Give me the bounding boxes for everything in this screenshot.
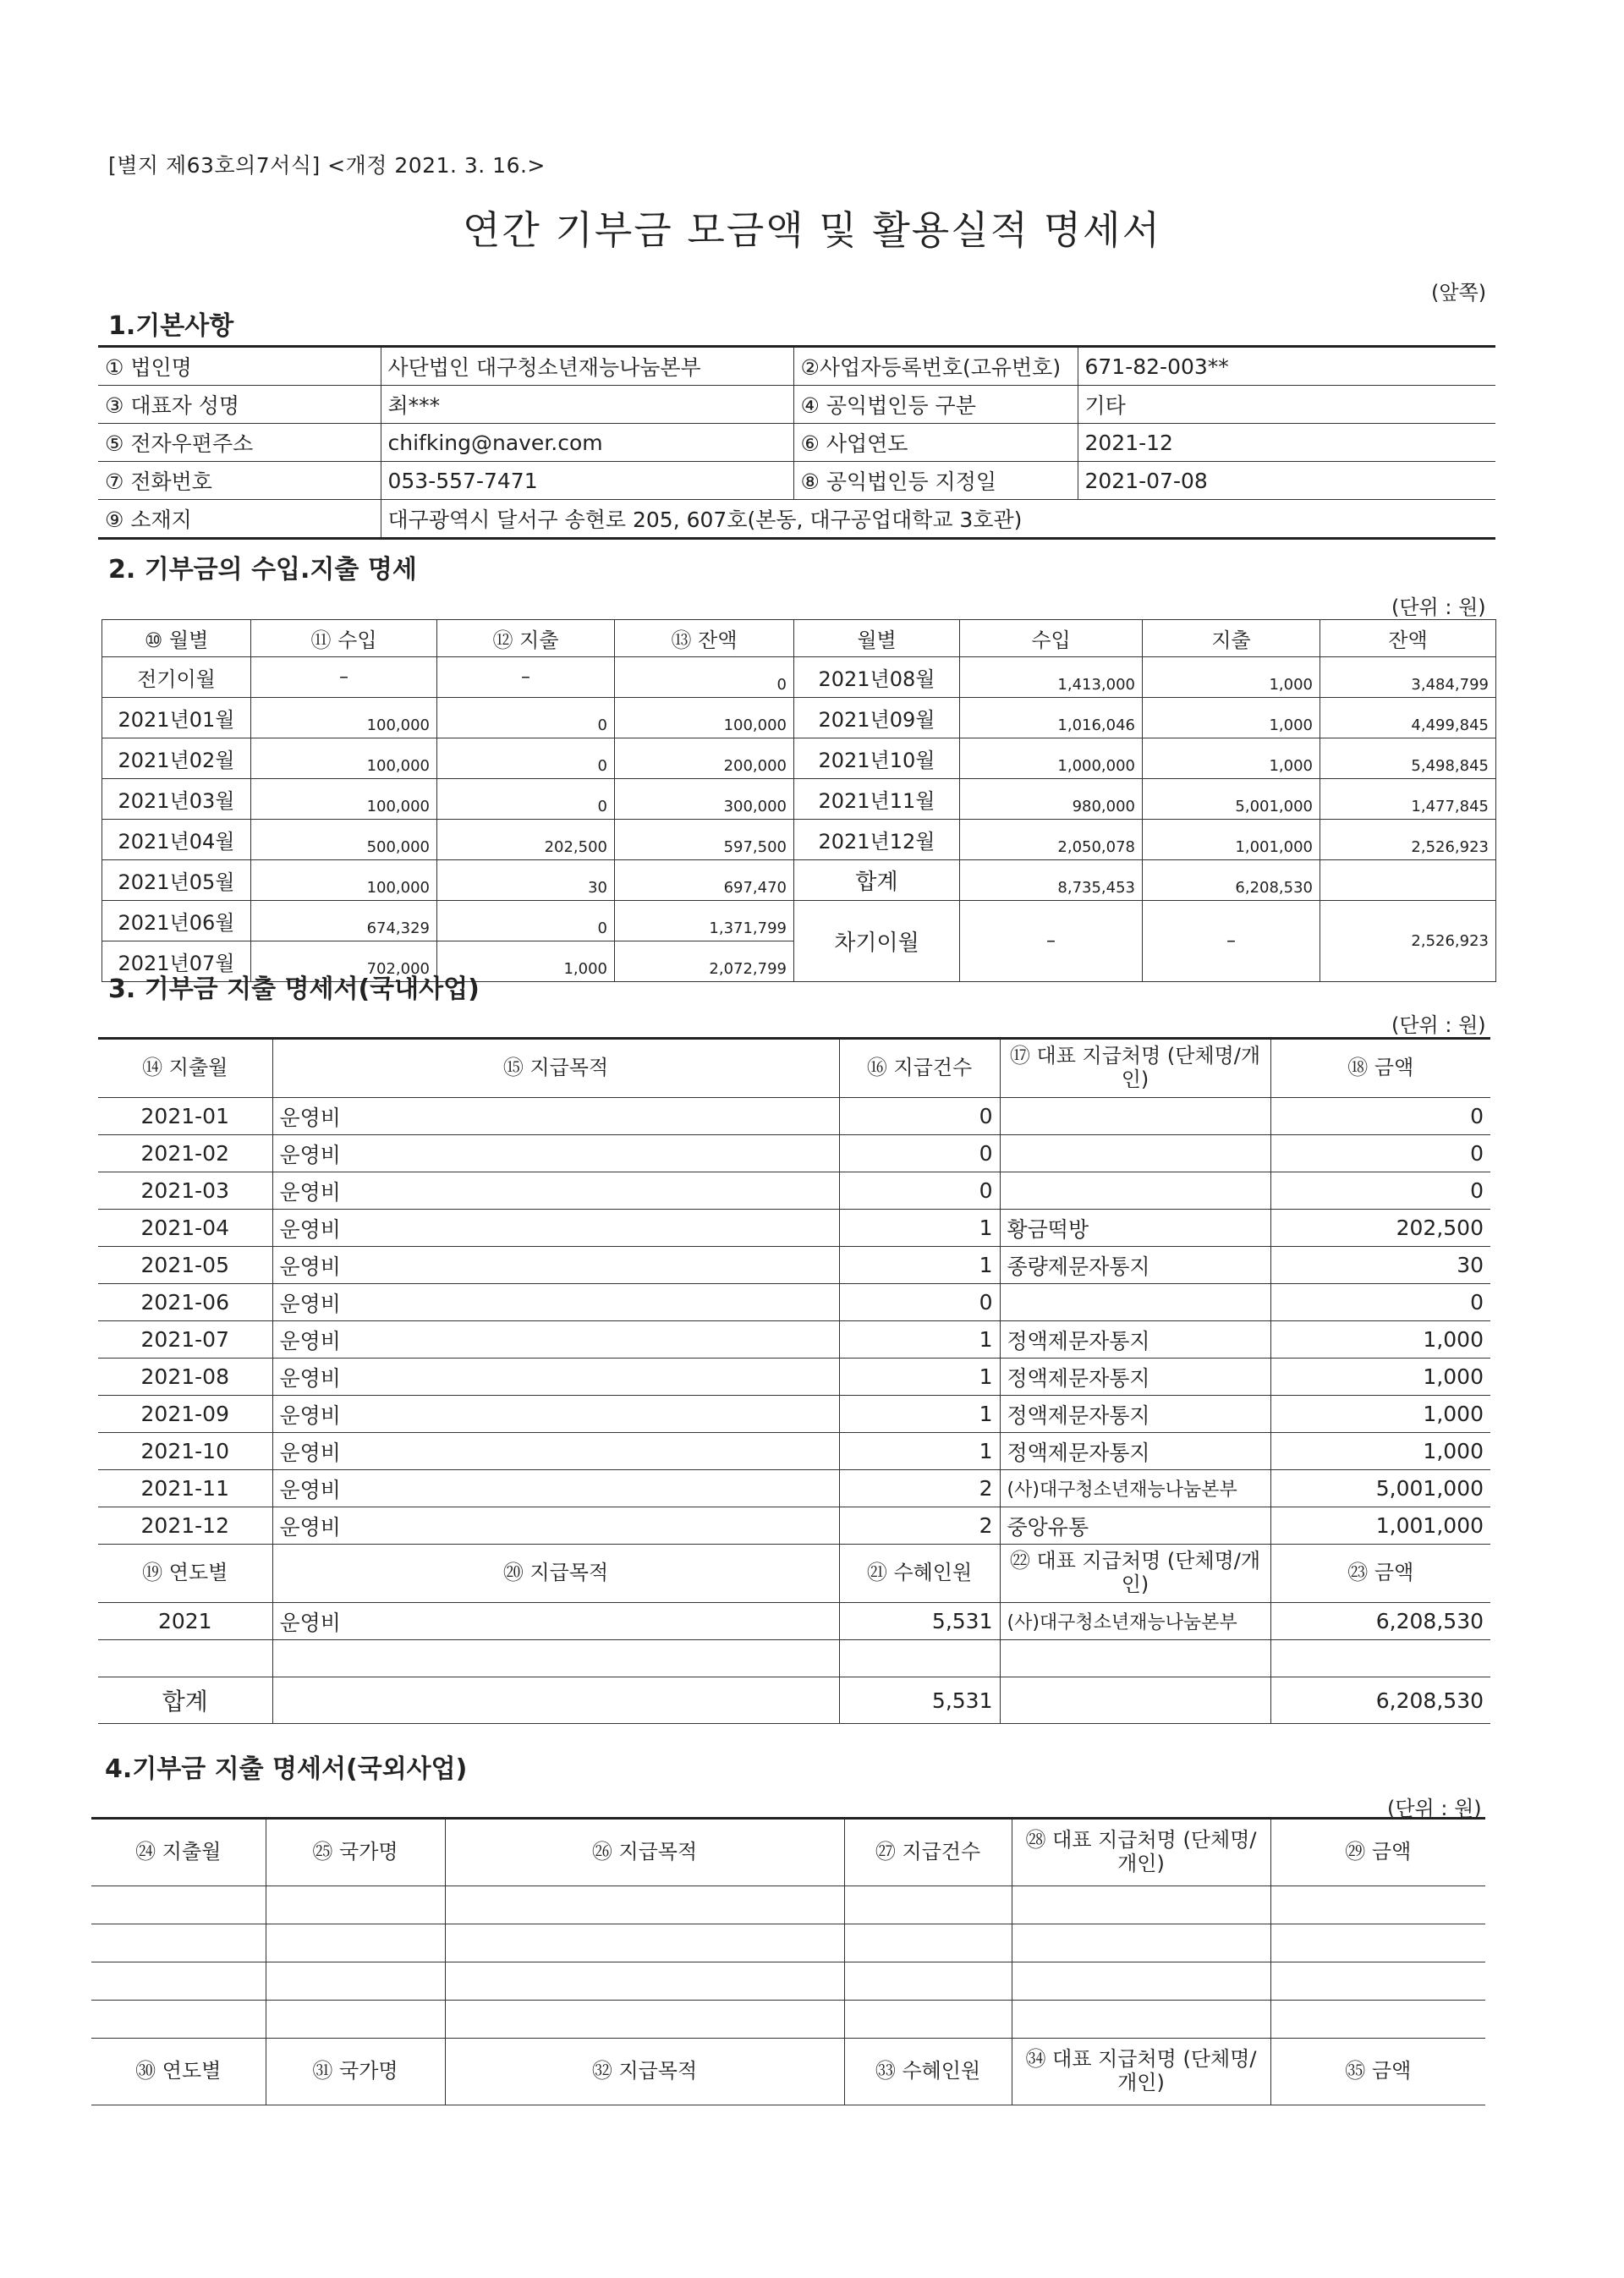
month-cell: 2021-04 bbox=[98, 1210, 272, 1247]
column-header: 잔액 bbox=[1320, 620, 1496, 657]
payee-cell bbox=[1000, 1284, 1270, 1321]
amount-cell: 697,470 bbox=[615, 860, 794, 901]
count-cell: 0 bbox=[839, 1135, 1000, 1172]
purpose-cell: 운영비 bbox=[272, 1284, 839, 1321]
payee-cell: 정액제문자통지 bbox=[1000, 1396, 1270, 1433]
payee-cell: (사)대구청소년재능나눔본부 bbox=[1000, 1470, 1270, 1507]
column-header: ㉚ 연도별 bbox=[91, 2039, 266, 2105]
purpose-cell: 운영비 bbox=[272, 1507, 839, 1545]
column-header: ㉓ 금액 bbox=[1270, 1545, 1490, 1603]
info-value: 기타 bbox=[1078, 386, 1495, 424]
month-cell: 2021-01 bbox=[98, 1098, 272, 1135]
column-header: ㉔ 지출월 bbox=[91, 1819, 266, 1886]
table-row bbox=[102, 860, 1496, 901]
payee-cell: 정액제문자통지 bbox=[1000, 1321, 1270, 1359]
month-cell: 2021-02 bbox=[98, 1135, 272, 1172]
info-label: ⑨ 소재지 bbox=[98, 500, 381, 539]
beneficiary-count-cell: 5,531 bbox=[839, 1603, 1000, 1640]
amount-cell: 5,001,000 bbox=[1270, 1470, 1490, 1507]
section-2-heading: 2. 기부금의 수입.지출 명세 bbox=[108, 555, 417, 585]
amount-cell: 100,000 bbox=[251, 738, 437, 779]
amount-cell: 8,735,453 bbox=[960, 860, 1143, 901]
table-row bbox=[98, 1172, 1490, 1210]
month-cell: 2021년09월 bbox=[794, 698, 960, 738]
month-cell: 2021-10 bbox=[98, 1433, 272, 1470]
month-cell: 2021-12 bbox=[98, 1507, 272, 1545]
amount-cell: 0 bbox=[1270, 1135, 1490, 1172]
info-label: ⑤ 전자우편주소 bbox=[98, 424, 381, 462]
count-cell: 0 bbox=[839, 1284, 1000, 1321]
amount-cell: 100,000 bbox=[251, 860, 437, 901]
table-row bbox=[98, 1321, 1490, 1359]
amount-cell: 4,499,845 bbox=[1320, 698, 1496, 738]
month-cell: 2021년07월 bbox=[102, 941, 251, 982]
carry-forward-label: 차기이월 bbox=[794, 901, 960, 982]
amount-cell: 1,000 bbox=[1143, 738, 1320, 779]
unit-label: (단위 : 원) bbox=[1391, 1013, 1486, 1037]
total-label: 합계 bbox=[98, 1677, 272, 1724]
count-cell: 1 bbox=[839, 1247, 1000, 1284]
count-cell: 1 bbox=[839, 1359, 1000, 1396]
count-cell: 1 bbox=[839, 1396, 1000, 1433]
info-value: 053-557-7471 bbox=[381, 462, 793, 500]
month-cell: 2021년06월 bbox=[102, 901, 251, 941]
info-value: 최*** bbox=[381, 386, 793, 424]
info-label: ②사업자등록번호(고유번호) bbox=[793, 347, 1078, 386]
table-row bbox=[102, 698, 1496, 738]
amount-cell: 202,500 bbox=[1270, 1210, 1490, 1247]
amount-cell: 300,000 bbox=[615, 779, 794, 820]
month-cell: 2021년10월 bbox=[794, 738, 960, 779]
month-cell: 2021년12월 bbox=[794, 820, 960, 860]
year-cell: 2021 bbox=[98, 1603, 272, 1640]
payee-cell bbox=[1000, 1135, 1270, 1172]
table-row bbox=[91, 1924, 1485, 1962]
unit-label: (단위 : 원) bbox=[1391, 596, 1486, 619]
table-row bbox=[102, 657, 1496, 698]
amount-cell: 30 bbox=[1270, 1247, 1490, 1284]
column-header: ㉜ 지급목적 bbox=[445, 2039, 844, 2105]
column-header: 지출 bbox=[1143, 620, 1320, 657]
payee-cell: (사)대구청소년재능나눔본부 bbox=[1000, 1603, 1270, 1640]
amount-cell: 0 bbox=[615, 657, 794, 698]
table-row bbox=[98, 1247, 1490, 1284]
column-header: 수입 bbox=[960, 620, 1143, 657]
column-header: ㉒ 대표 지급처명 (단체명/개인) bbox=[1000, 1545, 1270, 1603]
column-header: ㉑ 수혜인원 bbox=[839, 1545, 1000, 1603]
purpose-cell: 운영비 bbox=[272, 1470, 839, 1507]
amount-cell: 980,000 bbox=[960, 779, 1143, 820]
amount-cell: 1,477,845 bbox=[1320, 779, 1496, 820]
info-label: ④ 공익법인등 구분 bbox=[793, 386, 1078, 424]
count-cell: 1 bbox=[839, 1433, 1000, 1470]
payee-cell: 정액제문자통지 bbox=[1000, 1359, 1270, 1396]
column-header: ㉖ 지급목적 bbox=[445, 1819, 844, 1886]
column-header: ⑫ 지출 bbox=[437, 620, 615, 657]
table-row bbox=[98, 1359, 1490, 1396]
form-number: [별지 제63호의7서식] <개정 2021. 3. 16.> bbox=[108, 153, 546, 178]
month-cell: 2021년08월 bbox=[794, 657, 960, 698]
amount-cell: 674,329 bbox=[251, 901, 437, 941]
table-row bbox=[98, 1470, 1490, 1507]
month-cell: 2021년04월 bbox=[102, 820, 251, 860]
table-row bbox=[98, 347, 1495, 386]
column-header: ⑳ 지급목적 bbox=[272, 1545, 839, 1603]
amount-cell bbox=[1320, 860, 1496, 901]
section-1-heading: 1.기본사항 bbox=[108, 311, 234, 341]
income-expense-table bbox=[102, 619, 1496, 982]
table-row bbox=[98, 424, 1495, 462]
table-header-row bbox=[98, 1545, 1490, 1603]
amount-cell: 500,000 bbox=[251, 820, 437, 860]
purpose-cell: 운영비 bbox=[272, 1098, 839, 1135]
month-cell: 2021-11 bbox=[98, 1470, 272, 1507]
purpose-cell: 운영비 bbox=[272, 1433, 839, 1470]
table-row bbox=[98, 1433, 1490, 1470]
month-cell: 2021년11월 bbox=[794, 779, 960, 820]
month-cell: 전기이월 bbox=[102, 657, 251, 698]
amount-cell: 1,016,046 bbox=[960, 698, 1143, 738]
amount-cell: – bbox=[251, 657, 437, 698]
amount-cell: 1,000 bbox=[1143, 657, 1320, 698]
column-header: ⑬ 잔액 bbox=[615, 620, 794, 657]
table-row bbox=[91, 2001, 1485, 2039]
amount-cell: 0 bbox=[437, 779, 615, 820]
amount-cell: – bbox=[960, 901, 1143, 982]
column-header: ⑰ 대표 지급처명 (단체명/개인) bbox=[1000, 1039, 1270, 1098]
table-row bbox=[98, 1396, 1490, 1433]
amount-cell: 2,526,923 bbox=[1320, 820, 1496, 860]
amount-cell: – bbox=[437, 657, 615, 698]
purpose-cell: 운영비 bbox=[272, 1603, 839, 1640]
table-row bbox=[102, 779, 1496, 820]
amount-cell: 202,500 bbox=[437, 820, 615, 860]
column-header: ⑯ 지급건수 bbox=[839, 1039, 1000, 1098]
info-value: 2021-07-08 bbox=[1078, 462, 1495, 500]
table-header-row bbox=[91, 1819, 1485, 1886]
column-header: 월별 bbox=[794, 620, 960, 657]
amount-cell: 30 bbox=[437, 860, 615, 901]
info-label: ① 법인명 bbox=[98, 347, 381, 386]
column-header: ㉛ 국가명 bbox=[266, 2039, 445, 2105]
payee-cell bbox=[1000, 1098, 1270, 1135]
month-cell: 2021-03 bbox=[98, 1172, 272, 1210]
total-row bbox=[98, 1677, 1490, 1724]
month-cell: 2021년01월 bbox=[102, 698, 251, 738]
page-title: 연간 기부금 모금액 및 활용실적 명세서 bbox=[462, 207, 1162, 253]
payee-cell: 정액제문자통지 bbox=[1000, 1433, 1270, 1470]
month-cell: 2021년02월 bbox=[102, 738, 251, 779]
table-row bbox=[98, 462, 1495, 500]
purpose-cell: 운영비 bbox=[272, 1396, 839, 1433]
info-label: ⑦ 전화번호 bbox=[98, 462, 381, 500]
amount-cell: 0 bbox=[437, 901, 615, 941]
domestic-expense-table bbox=[98, 1037, 1490, 1724]
payee-cell: 황금떡방 bbox=[1000, 1210, 1270, 1247]
amount-cell: 2,526,923 bbox=[1320, 901, 1496, 982]
table-row bbox=[102, 820, 1496, 860]
count-cell: 2 bbox=[839, 1470, 1000, 1507]
amount-cell: 6,208,530 bbox=[1270, 1603, 1490, 1640]
table-row bbox=[98, 1640, 1490, 1677]
info-value: 671-82-003** bbox=[1078, 347, 1495, 386]
amount-cell: 597,500 bbox=[615, 820, 794, 860]
column-header: ⑩ 월별 bbox=[102, 620, 251, 657]
amount-cell: 200,000 bbox=[615, 738, 794, 779]
amount-cell: 1,000 bbox=[1270, 1359, 1490, 1396]
amount-cell: – bbox=[1143, 901, 1320, 982]
purpose-cell: 운영비 bbox=[272, 1210, 839, 1247]
table-header-row bbox=[102, 620, 1496, 657]
total-count: 5,531 bbox=[839, 1677, 1000, 1724]
count-cell: 1 bbox=[839, 1321, 1000, 1359]
column-header: ⑲ 연도별 bbox=[98, 1545, 272, 1603]
count-cell: 1 bbox=[839, 1210, 1000, 1247]
address-value: 대구광역시 달서구 송현로 205, 607호(본동, 대구공업대학교 3호관) bbox=[381, 500, 1495, 539]
amount-cell: 100,000 bbox=[251, 779, 437, 820]
table-row bbox=[91, 1962, 1485, 2001]
amount-cell: 1,000 bbox=[1270, 1396, 1490, 1433]
amount-cell: 0 bbox=[1270, 1172, 1490, 1210]
table-row bbox=[98, 386, 1495, 424]
section-4-heading: 4.기부금 지출 명세서(국외사업) bbox=[105, 1754, 468, 1784]
amount-cell: 1,001,000 bbox=[1143, 820, 1320, 860]
column-header: ⑱ 금액 bbox=[1270, 1039, 1490, 1098]
purpose-cell: 운영비 bbox=[272, 1321, 839, 1359]
count-cell: 0 bbox=[839, 1098, 1000, 1135]
amount-cell: 5,001,000 bbox=[1143, 779, 1320, 820]
amount-cell: 1,371,799 bbox=[615, 901, 794, 941]
amount-cell: 2,072,799 bbox=[615, 941, 794, 982]
purpose-cell: 운영비 bbox=[272, 1135, 839, 1172]
month-cell: 2021-07 bbox=[98, 1321, 272, 1359]
table-row bbox=[98, 1135, 1490, 1172]
amount-cell: 6,208,530 bbox=[1143, 860, 1320, 901]
page-side-label: (앞쪽) bbox=[1431, 281, 1487, 305]
amount-cell: 1,000 bbox=[1143, 698, 1320, 738]
table-header-row bbox=[91, 2039, 1485, 2105]
info-value: chifking@naver.com bbox=[381, 424, 793, 462]
overseas-expense-table bbox=[91, 1817, 1485, 2105]
amount-cell: 1,000 bbox=[437, 941, 615, 982]
month-cell: 2021년05월 bbox=[102, 860, 251, 901]
month-cell: 2021-09 bbox=[98, 1396, 272, 1433]
amount-cell: 1,413,000 bbox=[960, 657, 1143, 698]
month-cell: 2021-05 bbox=[98, 1247, 272, 1284]
purpose-cell: 운영비 bbox=[272, 1359, 839, 1396]
purpose-cell: 운영비 bbox=[272, 1247, 839, 1284]
amount-cell: 3,484,799 bbox=[1320, 657, 1496, 698]
column-header: ㉗ 지급건수 bbox=[844, 1819, 1012, 1886]
amount-cell: 100,000 bbox=[251, 698, 437, 738]
table-row bbox=[98, 1284, 1490, 1321]
basic-info-table bbox=[98, 345, 1495, 540]
table-row bbox=[102, 738, 1496, 779]
unit-label: (단위 : 원) bbox=[1387, 1797, 1482, 1820]
info-label: ⑥ 사업연도 bbox=[793, 424, 1078, 462]
table-row bbox=[102, 901, 1496, 941]
amount-cell: 0 bbox=[1270, 1284, 1490, 1321]
column-header: ㉝ 수혜인원 bbox=[844, 2039, 1012, 2105]
count-cell: 0 bbox=[839, 1172, 1000, 1210]
amount-cell: 1,000,000 bbox=[960, 738, 1143, 779]
table-row bbox=[98, 1098, 1490, 1135]
amount-cell: 100,000 bbox=[615, 698, 794, 738]
table-row bbox=[98, 500, 1495, 539]
section-3-heading: 3. 기부금 지출 명세서(국내사업) bbox=[108, 974, 480, 1004]
amount-cell: 1,000 bbox=[1270, 1433, 1490, 1470]
column-header: ㉘ 대표 지급처명 (단체명/개인) bbox=[1012, 1819, 1270, 1886]
table-row bbox=[98, 1507, 1490, 1545]
total-amount: 6,208,530 bbox=[1270, 1677, 1490, 1724]
column-header: ⑪ 수입 bbox=[251, 620, 437, 657]
info-label: ③ 대표자 성명 bbox=[98, 386, 381, 424]
amount-cell: 0 bbox=[437, 698, 615, 738]
amount-cell: 0 bbox=[437, 738, 615, 779]
month-cell: 2021-06 bbox=[98, 1284, 272, 1321]
column-header: ㉞ 대표 지급처명 (단체명/개인) bbox=[1012, 2039, 1270, 2105]
info-value: 2021-12 bbox=[1078, 424, 1495, 462]
total-label: 합계 bbox=[794, 860, 960, 901]
amount-cell: 5,498,845 bbox=[1320, 738, 1496, 779]
count-cell: 2 bbox=[839, 1507, 1000, 1545]
amount-cell: 702,000 bbox=[251, 941, 437, 982]
payee-cell bbox=[1000, 1172, 1270, 1210]
amount-cell: 1,000 bbox=[1270, 1321, 1490, 1359]
month-cell: 2021-08 bbox=[98, 1359, 272, 1396]
purpose-cell: 운영비 bbox=[272, 1172, 839, 1210]
column-header: ⑭ 지출월 bbox=[98, 1039, 272, 1098]
table-row bbox=[98, 1210, 1490, 1247]
column-header: ㉟ 금액 bbox=[1270, 2039, 1485, 2105]
table-header-row bbox=[98, 1039, 1490, 1098]
info-value: 사단법인 대구청소년재능나눔본부 bbox=[381, 347, 793, 386]
amount-cell: 1,001,000 bbox=[1270, 1507, 1490, 1545]
table-row bbox=[98, 1603, 1490, 1640]
info-label: ⑧ 공익법인등 지정일 bbox=[793, 462, 1078, 500]
amount-cell: 0 bbox=[1270, 1098, 1490, 1135]
payee-cell: 종량제문자통지 bbox=[1000, 1247, 1270, 1284]
month-cell: 2021년03월 bbox=[102, 779, 251, 820]
column-header: ㉕ 국가명 bbox=[266, 1819, 445, 1886]
column-header: ⑮ 지급목적 bbox=[272, 1039, 839, 1098]
table-row bbox=[91, 1886, 1485, 1924]
amount-cell: 2,050,078 bbox=[960, 820, 1143, 860]
payee-cell: 중앙유통 bbox=[1000, 1507, 1270, 1545]
column-header: ㉙ 금액 bbox=[1270, 1819, 1485, 1886]
